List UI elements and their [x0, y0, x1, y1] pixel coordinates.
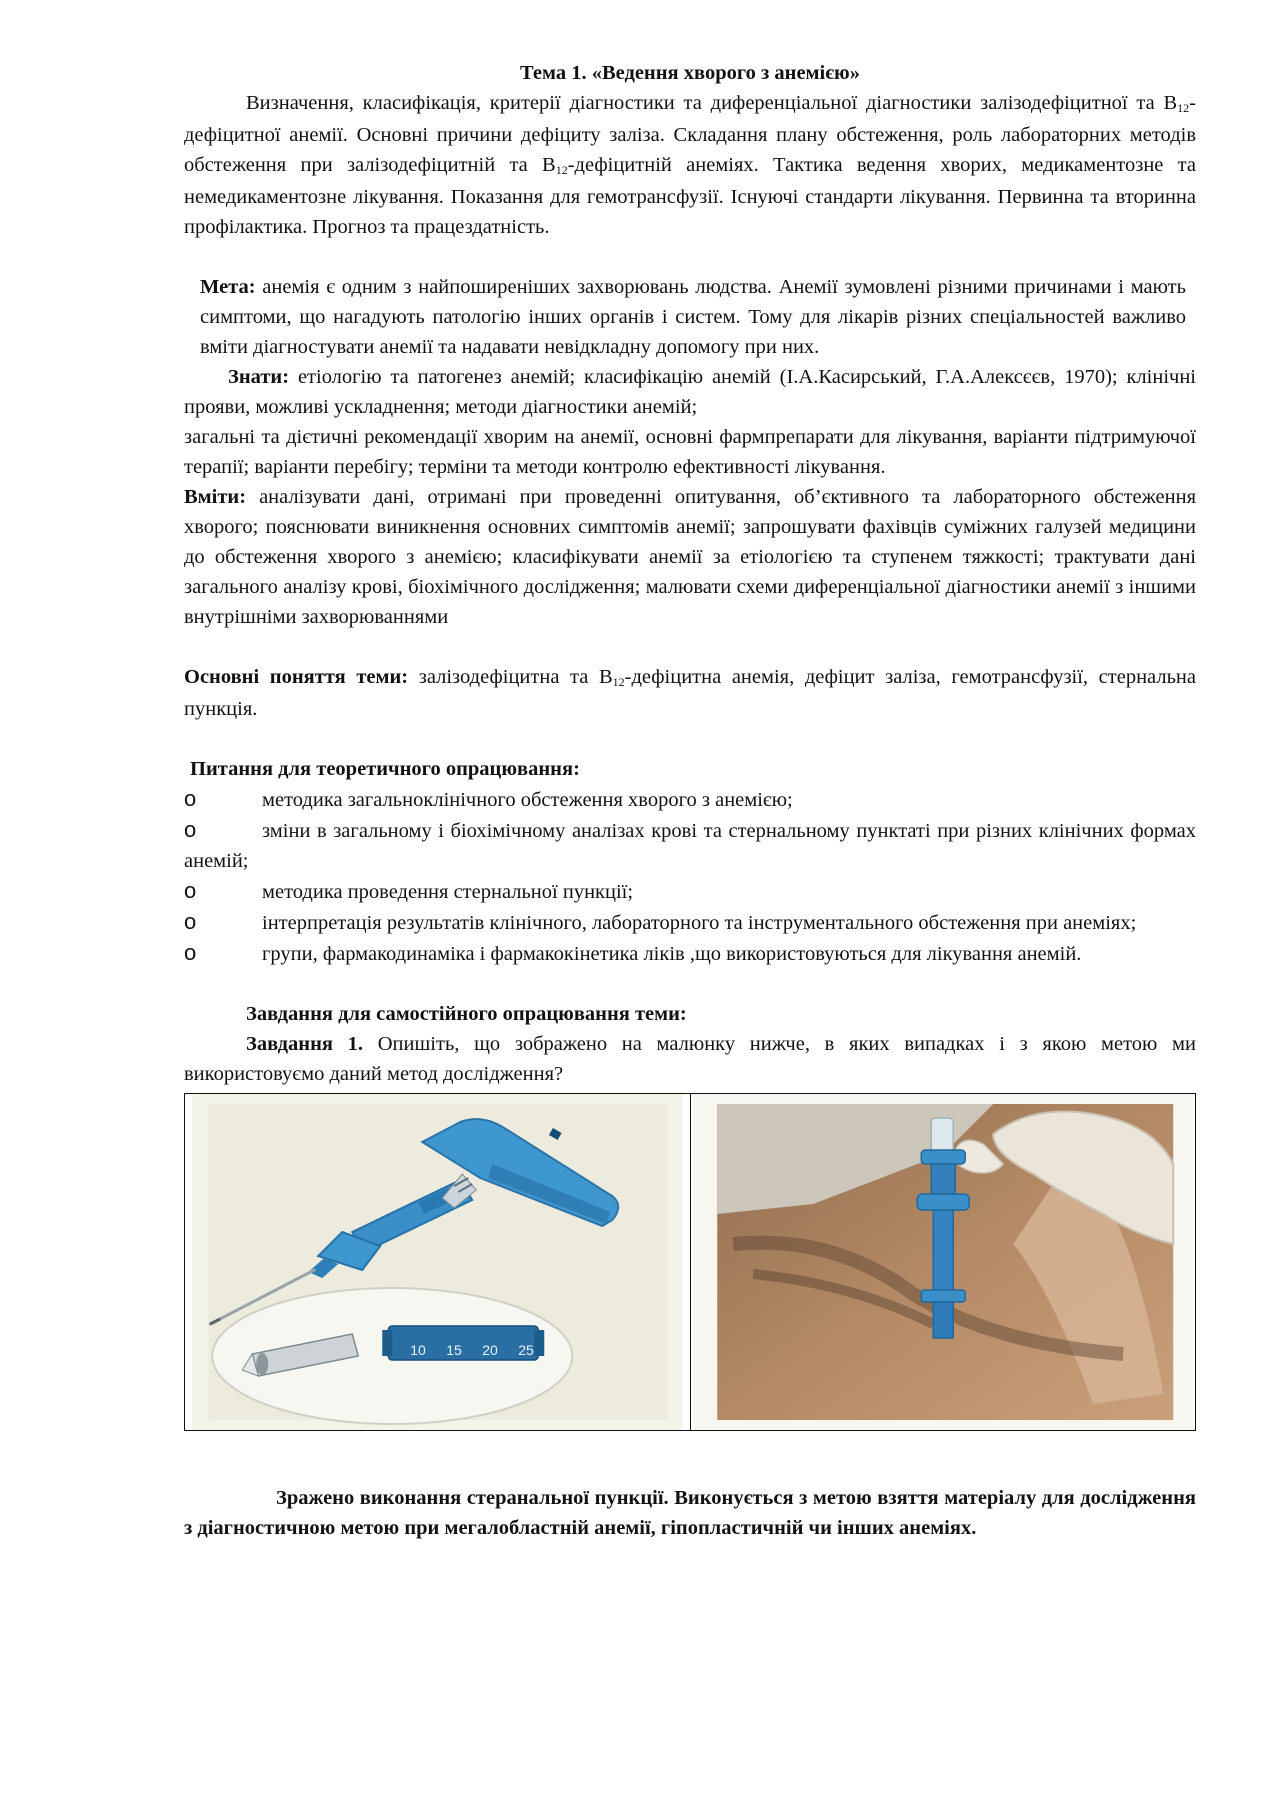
list-item: o методика проведення стернальної пункції;	[184, 876, 1196, 907]
bullet-icon: o	[184, 786, 197, 811]
figure-right-cell	[690, 1094, 1196, 1430]
bullet-icon: o	[184, 878, 197, 903]
scale-label: 10	[410, 1342, 426, 1358]
puncture-needle-illustration	[185, 1094, 690, 1430]
scale-label: 20	[482, 1342, 498, 1358]
list-item: o групи, фармакодинаміка і фармакокінетика ліків ,що використовуються для лікування анемій.	[184, 938, 1196, 969]
know-paragraph: Знати: етіологію та патогенез анемій; класифікацію анемій (І.А.Касирський, Г.А.Алексєєв, 1970); клінічні прояви, можливі ускладнення; методи діагностики анемій;	[184, 366, 1196, 418]
task-1-paragraph: Завдання 1. Опишіть, що зображено на малюнку нижче, в яких випадках і з якою метою ми використовуємо даний метод дослідження?	[184, 1033, 1196, 1085]
page-title: Тема 1. «Ведення хворого з анемією»	[520, 62, 860, 84]
know-paragraph-continued: загальні та дієтичні рекомендації хворим на анемії, основні фармпрепарати для лікування, варіанти підтримуючої терапії; варіанти перебігу; терміни та методи контролю ефективності лікування.	[184, 426, 1196, 478]
questions-list	[184, 784, 1196, 969]
scale-label: 25	[518, 1342, 534, 1358]
concepts-label: Основні поняття теми:	[184, 666, 409, 688]
skills-label: Вміти:	[184, 486, 247, 508]
questions-heading: Питання для теоретичного опрацювання:	[190, 758, 580, 780]
list-item: o зміни в загальному і біохімічному аналізах крові та стернальному пунктаті при різних клінічних формах анемій;	[184, 817, 1196, 872]
answer-paragraph: Зражено виконання стеранальної пункції. Виконується з метою взяття матеріалу для дослідження з діагностичною метою при мегалобластній анемії, гіпопластичній чи інших анеміях.	[184, 1487, 1196, 1539]
figure-left-cell	[185, 1094, 690, 1430]
document-page	[184, 58, 1196, 1543]
goal-label: Мета:	[200, 276, 256, 298]
scale-label: 15	[446, 1342, 462, 1358]
bullet-icon: o	[184, 909, 197, 934]
figure-table	[184, 1093, 1196, 1431]
bullet-icon: o	[184, 817, 197, 842]
list-item: o методика загальноклінічного обстеження хворого з анемією;	[184, 784, 1196, 815]
intro-paragraph: Визначення, класифікація, критерії діагностики та диференціальної діагностики залізодефіцитної та В12-дефіцитної анемії. Основні причини дефіциту заліза. Складання плану обстеження, роль лабораторних методів обстеження при залізодефіцитній та В12-дефіцитній анеміях. Тактика ведення хворих, медикаментозне та немедикаментозне лікування. Показання для гемотрансфузії. Існуючі стандарти лікування. Первинна та вторинна профілактика. Прогноз та працездатність.	[184, 92, 1196, 238]
task-1-label: Завдання 1.	[246, 1033, 364, 1055]
depth-scale	[400, 1335, 544, 1365]
bullet-icon: o	[184, 940, 197, 965]
know-label: Знати:	[228, 366, 290, 388]
answer-block	[184, 1483, 1196, 1543]
skills-paragraph: Вміти: аналізувати дані, отримані при проведенні опитування, об’єктивного та лабораторного обстеження хворого; пояснювати виникнення основних симптомів анемії; запрошувати фахівців суміжних галузей медицини до обстеження хворого з анемією; класифікувати анемії за етіологією та ступенем тяжкості; трактувати дані загального аналізу крові, біохімічного дослідження; малювати схеми диференціальної діагностики анемії з іншими внутрішніми захворюваннями	[184, 486, 1196, 628]
goal-block	[200, 272, 1186, 362]
tasks-heading: Завдання для самостійного опрацювання теми:	[246, 1003, 687, 1025]
list-item: o інтерпретація результатів клінічного, лабораторного та інструментального обстеження при анеміях;	[184, 907, 1196, 938]
sternal-puncture-photo	[691, 1094, 1196, 1430]
concepts-paragraph: Основні поняття теми: залізодефіцитна та В12-дефіцитна анемія, дефіцит заліза, гемотрансфузії, стернальна пункція.	[184, 666, 1196, 720]
goal-paragraph: Мета: анемія є одним з найпоширеніших захворювань людства. Анемії зумовлені різними причинами і мають симптоми, що нагадують патологію інших органів і систем. Тому для лікарів різних спеціальностей важливо вміти діагностувати анемії та надавати невідкладну допомогу при них.	[200, 276, 1186, 358]
